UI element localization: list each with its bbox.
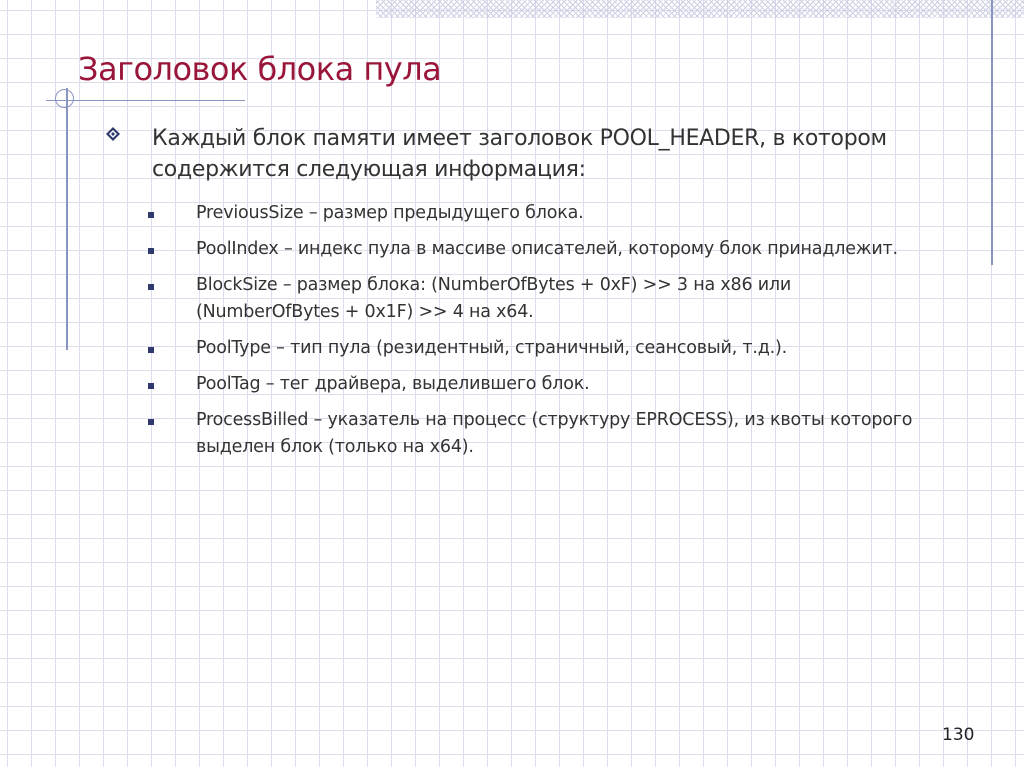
list-item-text: PoolTag – тег драйвера, выделившего блок.: [196, 374, 590, 394]
right-vertical-line: [991, 0, 993, 265]
list-item-text: ProcessBilled – указатель на процесс (структуру EPROCESS), из квоты которого выделен блок (только на x64).: [196, 410, 913, 457]
slide-title: Заголовок блока пула: [78, 50, 442, 88]
square-bullet-icon: [148, 347, 154, 353]
list-item-text: PreviousSize – размер предыдущего блока.: [196, 203, 584, 223]
header-decoration: [376, 0, 1024, 18]
list-item: [148, 407, 938, 461]
list-item-text: BlockSize – размер блока: (NumberOfBytes + 0xF) >> 3 на x86 или (NumberOfBytes + 0x1F) >> 4 на x64.: [196, 275, 792, 322]
left-vertical-line: [66, 88, 68, 350]
square-bullet-icon: [148, 383, 154, 389]
square-bullet-icon: [148, 212, 154, 218]
list-item-text: PoolIndex – индекс пула в массиве описателей, которому блок принадлежит.: [196, 239, 898, 259]
title-circle-decoration: [55, 89, 74, 108]
diamond-bullet-icon: [106, 127, 120, 141]
square-bullet-icon: [148, 248, 154, 254]
square-bullet-icon: [148, 419, 154, 425]
page-number: 130: [942, 725, 975, 745]
list-item: [148, 371, 938, 398]
list-item-text: PoolType – тип пула (резидентный, страничный, сеансовый, т.д.).: [196, 338, 788, 358]
field-list: [148, 200, 938, 470]
list-item: [148, 236, 938, 263]
list-item: [148, 272, 938, 326]
list-item: [148, 335, 938, 362]
title-underline: [46, 100, 245, 101]
square-bullet-icon: [148, 284, 154, 290]
list-item: [148, 200, 938, 227]
main-bullet-text: Каждый блок памяти имеет заголовок POOL_HEADER, в котором содержится следующая информация:: [152, 126, 887, 182]
